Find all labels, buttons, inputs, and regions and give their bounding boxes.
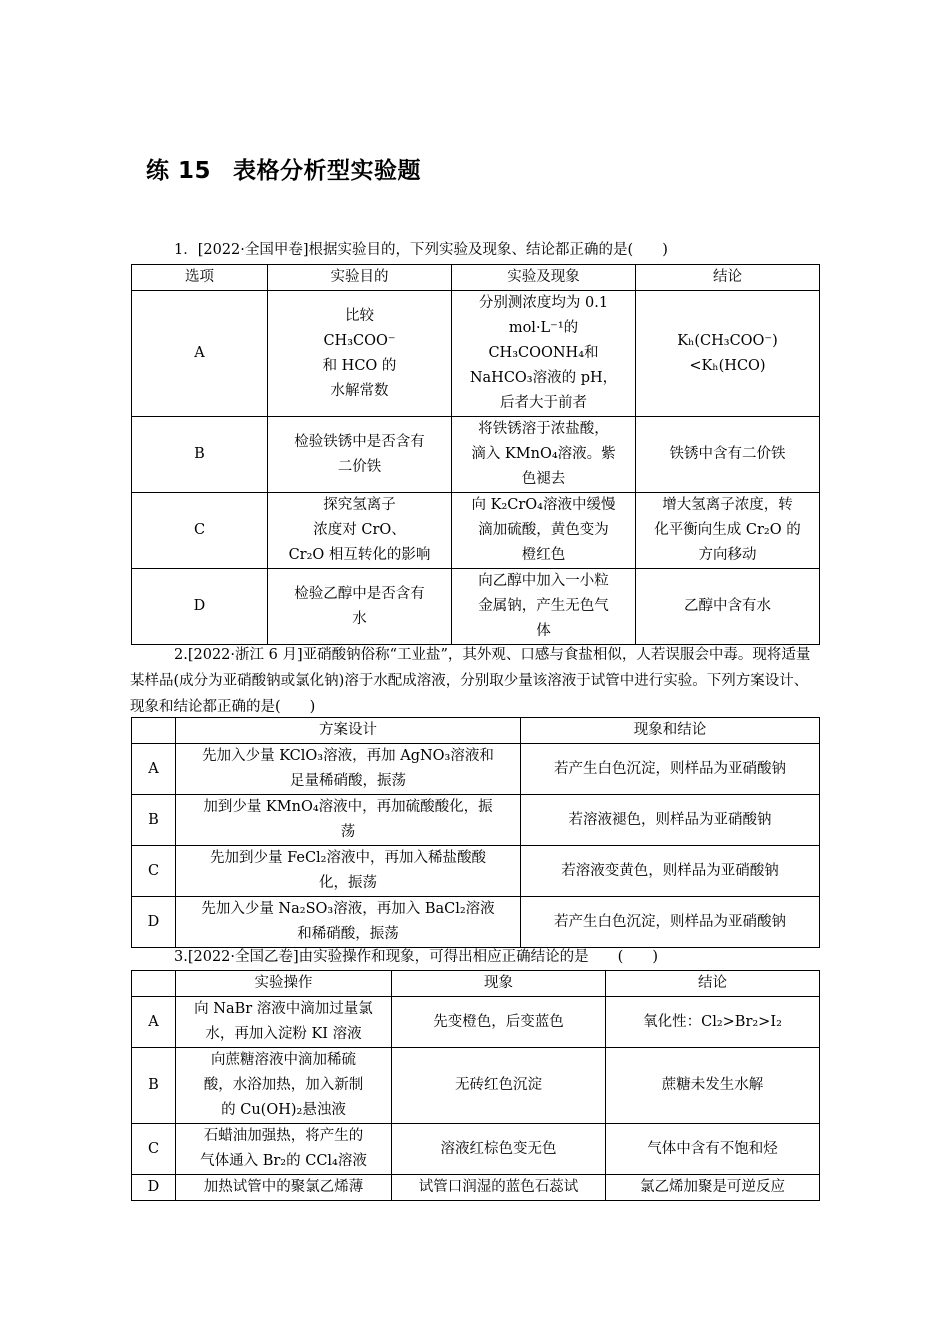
table2-header-result: 现象和结论 — [521, 718, 820, 744]
question-1-stem: 1．[2022·全国甲卷]根据实验目的，下列实验及现象、结论都正确的是( ) — [174, 242, 668, 258]
table-row — [132, 744, 820, 795]
result-cell: 若产生白色沉淀，则样品为亚硝酸钠 — [521, 897, 820, 948]
table2-header-plan: 方案设计 — [176, 718, 521, 744]
option-label: B — [132, 417, 268, 493]
table-row — [132, 1048, 820, 1124]
plan-cell: 先加入少量 KClO₃溶液，再加 AgNO₃溶液和 足量稀硝酸，振荡 — [176, 744, 521, 795]
conclusion-cell: 增大氢离子浓度，转 化平衡向生成 Cr₂O 的 方向移动 — [636, 493, 820, 569]
phenomenon-cell: 将铁锈溶于浓盐酸， 滴入 KMnO₄溶液。紫 色褪去 — [452, 417, 636, 493]
page-title — [146, 152, 421, 185]
table-row — [132, 569, 820, 645]
table3-header-conclusion: 结论 — [606, 971, 820, 997]
result-cell: 若溶液变黄色，则样品为亚硝酸钠 — [521, 846, 820, 897]
table-row — [132, 1124, 820, 1175]
operation-cell: 加热试管中的聚氯乙烯薄 — [176, 1175, 392, 1201]
option-label: A — [132, 744, 176, 795]
table3-header-blank — [132, 971, 176, 997]
conclusion-cell: 气体中含有不饱和烃 — [606, 1124, 820, 1175]
option-label: B — [132, 795, 176, 846]
table1-header-option: 选项 — [132, 265, 268, 291]
conclusion-cell: 乙醇中含有水 — [636, 569, 820, 645]
table1-header-conclusion: 结论 — [636, 265, 820, 291]
phenomenon-cell: 向乙醇中加入一小粒 金属钠，产生无色气 体 — [452, 569, 636, 645]
result-cell: 若产生白色沉淀，则样品为亚硝酸钠 — [521, 744, 820, 795]
option-label: C — [132, 1124, 176, 1175]
phenomenon-cell: 分别测浓度均为 0.1 mol·L⁻¹的 CH₃COONH₄和 NaHCO₃溶液的 pH， 后者大于前者 — [452, 291, 636, 417]
aim-cell: 检验铁锈中是否含有 二价铁 — [268, 417, 452, 493]
conclusion-cell: 蔗糖未发生水解 — [606, 1048, 820, 1124]
plan-cell: 先加到少量 FeCl₂溶液中，再加入稀盐酸酸 化，振荡 — [176, 846, 521, 897]
table1-header-phenomenon: 实验及现象 — [452, 265, 636, 291]
phenomenon-cell: 向 K₂CrO₄溶液中缓慢 滴加硫酸，黄色变为 橙红色 — [452, 493, 636, 569]
conclusion-cell: 氯乙烯加聚是可逆反应 — [606, 1175, 820, 1201]
table-row — [132, 795, 820, 846]
option-label: A — [132, 291, 268, 417]
option-label: C — [132, 493, 268, 569]
table2-header-blank — [132, 718, 176, 744]
table-row — [132, 291, 820, 417]
phenomenon-cell: 试管口润湿的蓝色石蕊试 — [392, 1175, 606, 1201]
operation-cell: 向 NaBr 溶液中滴加过量氯 水，再加入淀粉 KI 溶液 — [176, 997, 392, 1048]
conclusion-cell: 氧化性：Cl₂>Br₂>I₂ — [606, 997, 820, 1048]
table-row — [132, 997, 820, 1048]
operation-cell: 向蔗糖溶液中滴加稀硫 酸，水浴加热，加入新制 的 Cu(OH)₂悬浊液 — [176, 1048, 392, 1124]
aim-cell: 比较 CH₃COO⁻ 和 HCO 的 水解常数 — [268, 291, 452, 417]
title-number: 练 15 — [146, 158, 212, 184]
phenomenon-cell: 先变橙色，后变蓝色 — [392, 997, 606, 1048]
table-row — [132, 846, 820, 897]
phenomenon-cell: 无砖红色沉淀 — [392, 1048, 606, 1124]
table3-header-phenomenon: 现象 — [392, 971, 606, 997]
operation-cell: 石蜡油加强热，将产生的 气体通入 Br₂的 CCl₄溶液 — [176, 1124, 392, 1175]
option-label: C — [132, 846, 176, 897]
table-row — [132, 493, 820, 569]
aim-cell: 探究氢离子 浓度对 CrO、 Cr₂O 相互转化的影响 — [268, 493, 452, 569]
question-2-stem: 2.[2022·浙江 6 月]亚硝酸钠俗称“工业盐”，其外观、口感与食盐相似，人若误服会中毒。现将适量某样品(成分为亚硝酸钠或氯化钠)溶于水配成溶液，分别取少量该溶液于试管中进行实验。下列方案设计、现象和结论都正确的是( ) — [130, 647, 811, 715]
table-row — [132, 417, 820, 493]
option-label: B — [132, 1048, 176, 1124]
question-3-stem: 3.[2022·全国乙卷]由实验操作和现象，可得出相应正确结论的是 ( ) — [174, 949, 658, 965]
plan-cell: 先加入少量 Na₂SO₃溶液，再加入 BaCl₂溶液 和稀硝酸，振荡 — [176, 897, 521, 948]
plan-cell: 加到少量 KMnO₄溶液中，再加硫酸酸化，振 荡 — [176, 795, 521, 846]
table3-header-operation: 实验操作 — [176, 971, 392, 997]
question-2-table — [131, 717, 820, 948]
phenomenon-cell: 溶液红棕色变无色 — [392, 1124, 606, 1175]
option-label: A — [132, 997, 176, 1048]
conclusion-cell: Kₕ(CH₃COO⁻) <Kₕ(HCO) — [636, 291, 820, 417]
option-label: D — [132, 897, 176, 948]
title-text: 表格分析型实验题 — [233, 158, 422, 184]
table1-header-aim: 实验目的 — [268, 265, 452, 291]
table-row — [132, 1175, 820, 1201]
question-1-table — [131, 264, 820, 645]
question-3-table — [131, 970, 820, 1201]
table-row — [132, 897, 820, 948]
aim-cell: 检验乙醇中是否含有 水 — [268, 569, 452, 645]
option-label: D — [132, 1175, 176, 1201]
option-label: D — [132, 569, 268, 645]
conclusion-cell: 铁锈中含有二价铁 — [636, 417, 820, 493]
result-cell: 若溶液褪色，则样品为亚硝酸钠 — [521, 795, 820, 846]
